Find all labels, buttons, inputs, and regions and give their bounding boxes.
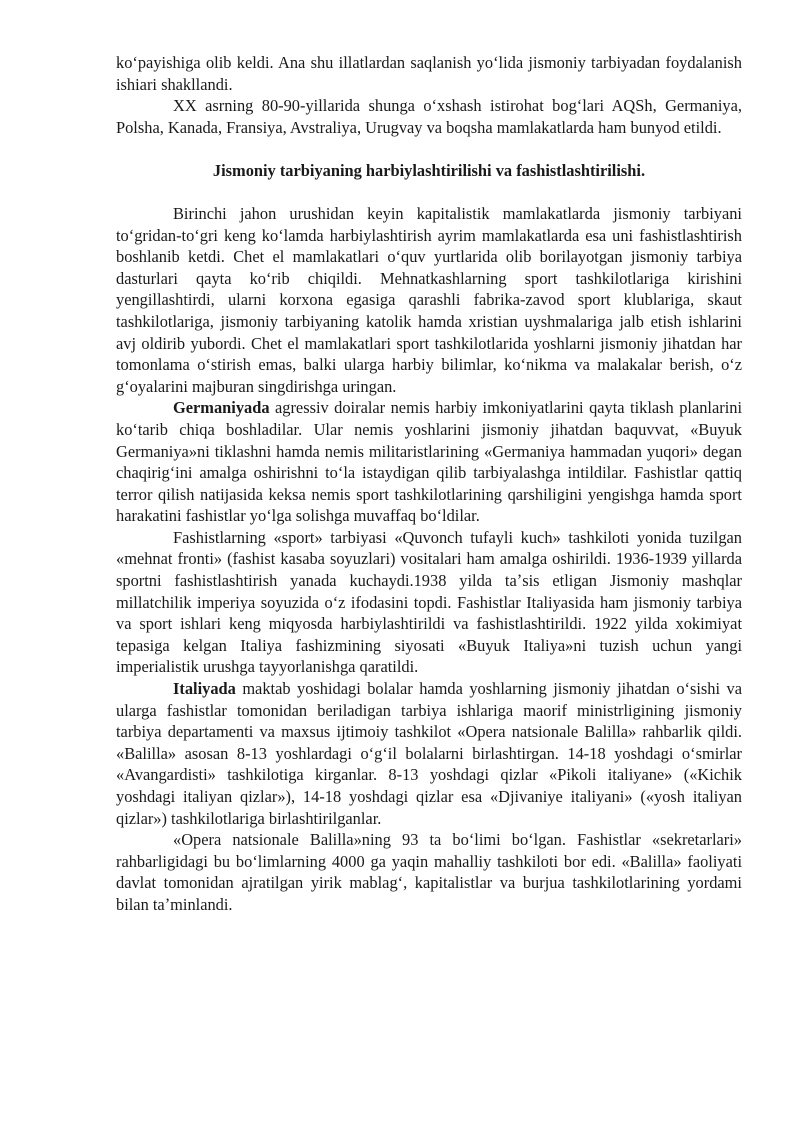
italy-text: maktab yoshidagi bolalar hamda yoshlarning jismoniy jihatdan oʻsishi va ularga fashistlar tomonidan beriladigan tarbiya ishlariga maorif ministrligining jismoniy tarbiya departamenti va maxsus ijtimoiy tashkilot «Opera natsionale Balilla» rahbarlik qildi. «Balilla» asosan 8-13 yoshlardagi oʻgʻil bolalarni birlashtirgan. 14-18 yoshdagi oʻsmirlar «Avangardisti» tashkilotiga kirganlar. 8-13 yoshdagi qizlar «Pikoli italiyane» («Kichik yoshdagi italiyan qizlar»), 14-18 yoshdagi qizlar esa «Djivaniye italiyani» («yosh italiyan qizlar») tashkilotlariga birlashtirilganlar. <box>116 679 742 828</box>
paragraph-italy <box>116 678 742 829</box>
germany-bold-term: Germaniyada <box>173 398 270 418</box>
document-page <box>116 52 742 916</box>
paragraph-continuation: koʻpayishiga olib keldi. Ana shu illatlardan saqlanish yoʻlida jismoniy tarbiyadan foydalanish ishiari shakllandi. <box>116 53 742 94</box>
paragraph-militarization: Birinchi jahon urushidan keyin kapitalistik mamlakatlarda jismoniy tarbiyani toʻgridan-toʻgri keng koʻlamda harbiylashtirish ayrim mamlakatlarda esa uni fashistlashtirish boshlanib ketdi. Chet el mamlakatlari oʻquv yurtlarida olib borilayotgan jismoniy tarbiya dasturlari qayta koʻrib chiqildi. Mehnatkashlarning sport tashkilotlariga kirishini yengillashtirdi, ularni korxona egasiga qarashli fabrika-zavod sport klublariga, skaut tashkilotlariga, jismoniy tarbiyaning katolik hamda xristian uyshmalariga jalb etish ishlarini avj oldirib yubordi. Chet el mamlakatlari sport tashkilotlarida yoshlarni jismoniy jihatdan har tomonlama oʻstirish emas, balki ularga harbiy bilimlar, koʻnikma va malakalar berish, oʻz gʻoyalarini majburan singdirishga uringan. <box>116 203 742 396</box>
paragraph-balilla: «Opera natsionale Balilla»ning 93 ta boʻlimi boʻlgan. Fashistlar «sekretarlari» rahbarligidagi bu boʻlimlarning 4000 ga yaqin mahalliy tashkiloti bor edi. «Balilla» faoliyati davlat tomonidan ajratilgan yirik mablagʻ, kapitalistlar va burjua tashkilotlarining yordami bilan taʼminlandi. <box>116 830 742 914</box>
germany-text: agressiv doiralar nemis harbiy imkoniyatlarini qayta tiklash planlarini koʻtarib chiqa boshladilar. Ular nemis yoshlarini jismoniy jihatdan baquvvat, «Buyuk Germaniya»ni tiklashni hamda nemis militaristlarining «Germaniya hammadan yuqori» degan chaqirigʻini amalga oshirishni toʻla istaydigan qilib tarbiyalashga intildilar. Fashistlar qattiq terror qilish natijasida keksa nemis sport tashkilotlarining qarshiligini yengishga hamda sport harakatini fashistlar yoʻlga solishga muvaffaq boʻldilar. <box>116 398 742 526</box>
paragraph-germany <box>116 397 742 527</box>
paragraph-sport-education: Fashistlarning «sport» tarbiyasi «Quvonch tufayli kuch» tashkiloti yonida tuzilgan «mehnat fronti» (fashist kasaba soyuzlari) vositalari ham amalga oshirildi. 1936-1939 yillarda sportni fashistlashtirish yanada kuchaydi.1938 yilda taʼsis etligan Jismoniy mashqlar millatchilik imperiya soyuzida oʻz ifodasini topdi. Fashistlar Italiyasida ham jismoniy tarbiya va sport ishlari keng miqyosda harbiylashtirildi va fashistlashtirildi. 1922 yilda xokimiyat tepasiga kelgan Italiya fashizmining siyosati «Buyuk Italiya»ni tuzish uchun yangi imperialistik urushga tayyorlanishga qaratildi. <box>116 527 742 677</box>
paragraph-parks: XX asrning 80-90-yillarida shunga oʻxshash istirohat bogʻlari AQSh, Germaniya, Polsha, Kanada, Fransiya, Avstraliya, Urugvay va boqsha mamlakatlarda ham bunyod etildi. <box>116 96 742 137</box>
section-heading: Jismoniy tarbiyaning harbiylashtirilishi va fashistlashtirilishi. <box>212 161 646 181</box>
italy-bold-term: Italiyada <box>173 679 236 699</box>
